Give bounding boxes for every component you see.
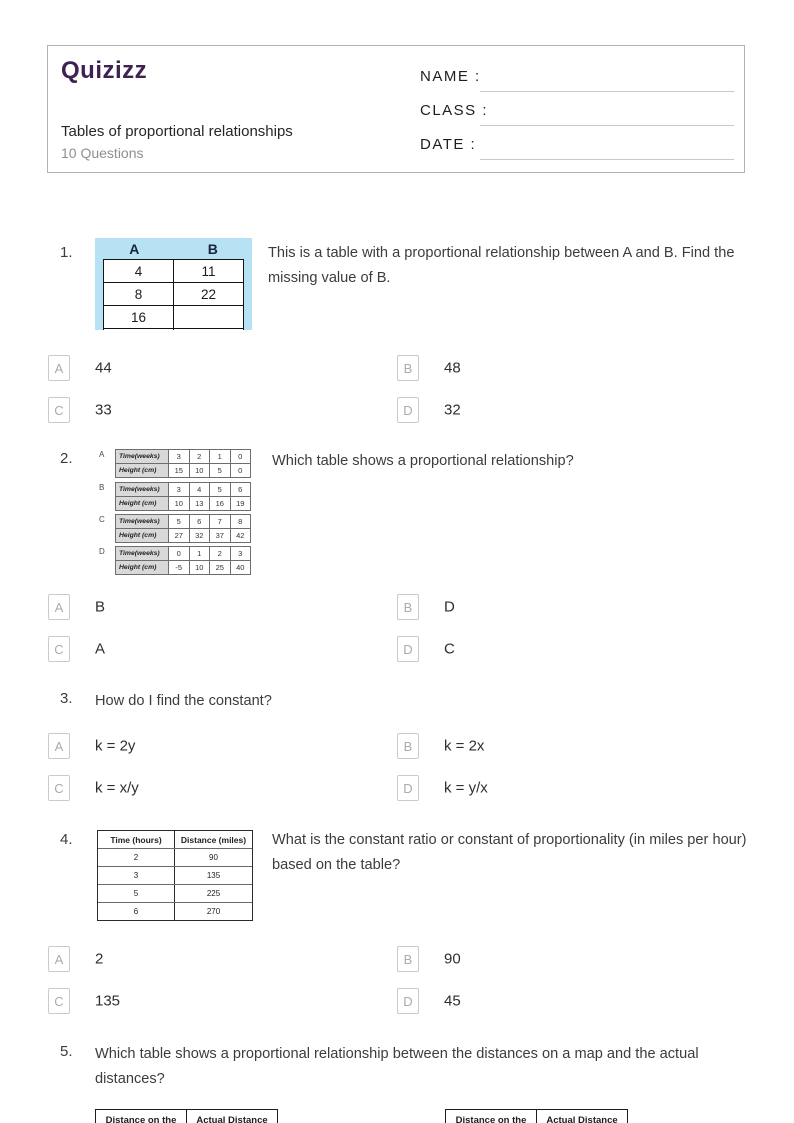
option-letter-box[interactable]: D	[397, 397, 419, 423]
option-text: B	[95, 598, 106, 616]
question-1-number: 1.	[60, 244, 73, 261]
table-cell: -5	[168, 561, 189, 574]
table-body	[103, 259, 244, 330]
table-header-distance: Distance (miles)	[180, 834, 247, 845]
question-count: 10 Questions	[61, 145, 144, 161]
table-cell: 135	[206, 871, 221, 880]
option-letter-box[interactable]: B	[397, 946, 419, 972]
option-text: k = 2x	[444, 737, 485, 755]
worksheet-header	[47, 45, 745, 173]
table-cell: 90	[209, 853, 218, 862]
question-1-option-c[interactable]	[48, 397, 378, 423]
table-row	[98, 884, 252, 902]
table-row	[116, 560, 250, 574]
option-letter-box[interactable]: A	[48, 733, 70, 759]
name-input-line[interactable]	[480, 91, 734, 92]
row-header: Height (cm)	[116, 529, 168, 542]
table-cell: 2	[189, 450, 210, 463]
option-letter-box[interactable]: A	[48, 946, 70, 972]
table-cell: 19	[230, 497, 251, 510]
table-cell: 42	[230, 529, 251, 542]
row-header: Time(weeks)	[116, 450, 168, 463]
mini-table-label-a: A	[99, 450, 105, 459]
option-letter-box[interactable]: B	[397, 594, 419, 620]
row-header: Time(weeks)	[116, 547, 168, 560]
table-header-a: A	[129, 240, 140, 257]
question-3-number: 3.	[60, 690, 73, 707]
question-3-option-b[interactable]	[397, 733, 727, 759]
table-cell: 11	[173, 260, 243, 282]
date-input-line[interactable]	[480, 159, 734, 160]
table-cell: 25	[209, 561, 230, 574]
option-letter-box[interactable]: D	[397, 636, 419, 662]
question-3-option-d[interactable]	[397, 775, 727, 801]
option-letter-box[interactable]: A	[48, 594, 70, 620]
question-2-table-c	[115, 514, 251, 543]
table-cell: 3	[230, 547, 251, 560]
option-letter-box[interactable]: D	[397, 775, 419, 801]
option-letter-box[interactable]: C	[48, 397, 70, 423]
table-cell: 13	[189, 497, 210, 510]
table-row	[116, 515, 250, 528]
table-header-row	[95, 238, 252, 259]
table-cell: 8	[230, 515, 251, 528]
table-row	[98, 866, 252, 884]
question-2-option-d[interactable]	[397, 636, 727, 662]
student-fields	[420, 62, 736, 164]
table-cell: 27	[168, 529, 189, 542]
question-1-table	[95, 238, 252, 330]
option-letter-box[interactable]: C	[48, 988, 70, 1014]
table-cell: 16	[130, 309, 147, 325]
mini-table-label-b: B	[99, 483, 105, 492]
table-cell: 10	[189, 464, 210, 477]
table-cell: 8	[134, 286, 143, 302]
question-2-text: Which table shows a proportional relationship?	[272, 453, 574, 469]
table-header-map-distance: Distance on the	[105, 1114, 177, 1123]
question-1-option-a[interactable]	[48, 355, 378, 381]
table-cell: 5	[168, 515, 189, 528]
option-text: 33	[95, 401, 112, 419]
table-cell: 10	[168, 497, 189, 510]
question-3-text: How do I find the constant?	[95, 693, 272, 709]
question-5-table-right	[445, 1109, 628, 1123]
table-cell: 4	[134, 263, 143, 279]
option-text: k = y/x	[444, 779, 488, 797]
table-cell: 5	[209, 483, 230, 496]
row-header: Height (cm)	[116, 561, 168, 574]
table-cell: 270	[206, 907, 221, 916]
question-2-number: 2.	[60, 450, 73, 467]
table-cell: 3	[168, 483, 189, 496]
question-1-option-b[interactable]	[397, 355, 727, 381]
table-cell: 32	[189, 529, 210, 542]
table-row	[116, 450, 250, 463]
option-text: 2	[95, 950, 104, 968]
table-cell: 3	[168, 450, 189, 463]
question-2-table-a	[115, 449, 251, 478]
table-cell	[173, 306, 243, 328]
table-row	[98, 902, 252, 920]
question-2-option-b[interactable]	[397, 594, 727, 620]
option-text: 135	[95, 992, 121, 1010]
table-cell: 15	[168, 464, 189, 477]
question-3-option-c[interactable]	[48, 775, 378, 801]
question-2-table-b	[115, 482, 251, 511]
option-text: 90	[444, 950, 461, 968]
class-label: CLASS :	[420, 102, 489, 119]
quizizz-logo: Quizizz	[61, 57, 148, 84]
table-row	[104, 305, 243, 328]
row-header: Time(weeks)	[116, 515, 168, 528]
option-letter-box[interactable]: B	[397, 355, 419, 381]
table-cell: 0	[168, 547, 189, 560]
mini-table-label-d: D	[99, 547, 105, 556]
option-text: 48	[444, 359, 461, 377]
table-cell: 22	[173, 283, 243, 305]
table-row	[116, 483, 250, 496]
table-cell: 2	[98, 849, 175, 866]
question-4-option-d[interactable]	[397, 988, 727, 1014]
table-cell: 16	[209, 497, 230, 510]
table-header-actual-distance: Actual Distance	[186, 1110, 277, 1123]
table-row	[104, 260, 243, 282]
question-4-option-b[interactable]	[397, 946, 727, 972]
question-5-number: 5.	[60, 1043, 73, 1060]
date-label: DATE :	[420, 136, 477, 153]
date-field	[420, 130, 736, 164]
table-cell: 225	[206, 889, 221, 898]
table-cell: 6	[189, 515, 210, 528]
question-4-table	[97, 830, 253, 921]
table-header-map-distance: Distance on the	[455, 1114, 527, 1123]
question-4-text: What is the constant ratio or constant of proportionality (in miles per hour) based on the table?	[272, 832, 747, 874]
table-row	[116, 528, 250, 542]
row-header: Height (cm)	[116, 497, 168, 510]
table-header-actual-distance: Actual Distance	[536, 1110, 627, 1123]
option-text: 45	[444, 992, 461, 1010]
class-field	[420, 96, 736, 130]
name-field	[420, 62, 736, 96]
option-text: D	[444, 598, 455, 616]
class-input-line[interactable]	[480, 125, 734, 126]
question-4-option-a[interactable]	[48, 946, 378, 972]
question-5-table-left	[95, 1109, 278, 1123]
table-cell: 1	[209, 450, 230, 463]
question-3-option-a[interactable]	[48, 733, 378, 759]
table-cell: 5	[98, 885, 175, 902]
table-cell	[104, 329, 173, 330]
option-letter-box[interactable]: C	[48, 775, 70, 801]
question-5-text: Which table shows a proportional relationship between the distances on a map and the actual distances?	[95, 1046, 699, 1088]
question-2-option-a[interactable]	[48, 594, 378, 620]
table-row	[116, 547, 250, 560]
question-1-text: This is a table with a proportional relationship between A and B. Find the missing value of B.	[268, 245, 735, 287]
table-row	[116, 463, 250, 477]
option-letter-box[interactable]: C	[48, 636, 70, 662]
table-cell: 2	[209, 547, 230, 560]
option-text: A	[95, 640, 106, 658]
table-row	[116, 496, 250, 510]
table-row	[104, 282, 243, 305]
table-cell: 40	[230, 561, 251, 574]
table-cell: 0	[230, 464, 251, 477]
table-row-partial	[104, 328, 243, 330]
mini-table-label-c: C	[99, 515, 105, 524]
table-cell: 1	[189, 547, 210, 560]
table-cell: 0	[230, 450, 251, 463]
table-cell: 6	[230, 483, 251, 496]
table-header-time: Time (hours)	[98, 831, 175, 848]
option-letter-box[interactable]: A	[48, 355, 70, 381]
table-header-b: B	[207, 240, 218, 257]
question-1-option-d[interactable]	[397, 397, 727, 423]
table-cell: 37	[209, 529, 230, 542]
question-2-table-d	[115, 546, 251, 575]
option-text: C	[444, 640, 455, 658]
option-letter-box[interactable]: B	[397, 733, 419, 759]
table-row	[98, 848, 252, 866]
name-label: NAME :	[420, 68, 481, 85]
table-cell: 6	[98, 903, 175, 920]
option-text: k = 2y	[95, 737, 136, 755]
table-cell	[173, 329, 243, 330]
table-cell: 4	[189, 483, 210, 496]
question-4-number: 4.	[60, 831, 73, 848]
worksheet-title: Tables of proportional relationships	[61, 123, 293, 140]
row-header: Height (cm)	[116, 464, 168, 477]
option-text: 44	[95, 359, 112, 377]
table-cell: 10	[189, 561, 210, 574]
table-header-row	[98, 831, 252, 848]
question-2-option-c[interactable]	[48, 636, 378, 662]
option-text: k = x/y	[95, 779, 139, 797]
table-cell: 3	[98, 867, 175, 884]
option-letter-box[interactable]: D	[397, 988, 419, 1014]
table-cell: 5	[209, 464, 230, 477]
option-text: 32	[444, 401, 461, 419]
row-header: Time(weeks)	[116, 483, 168, 496]
table-cell: 7	[209, 515, 230, 528]
question-4-option-c[interactable]	[48, 988, 378, 1014]
